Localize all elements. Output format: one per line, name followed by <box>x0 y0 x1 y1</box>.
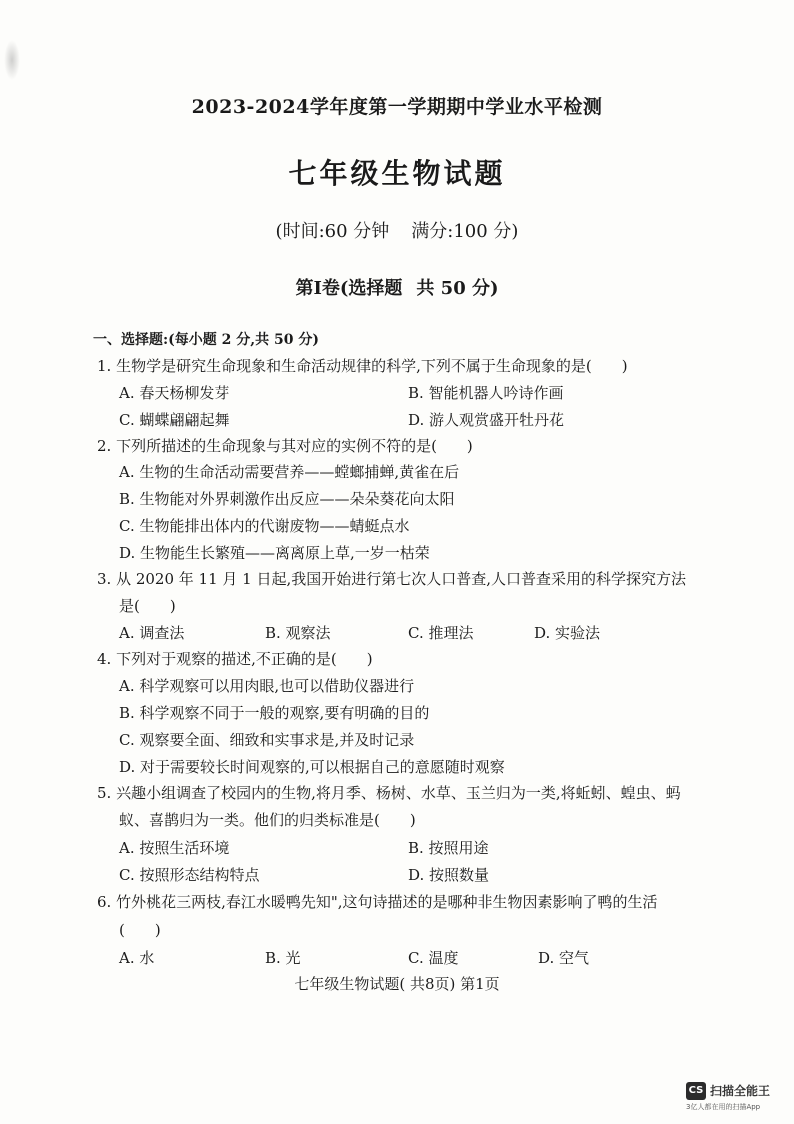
subject-title: 七年级生物试题 <box>288 157 506 190</box>
question-2-option-d: D. 生物能生长繁殖——离离原上草,一岁一枯荣 <box>119 544 430 562</box>
scan-smudge <box>4 40 20 80</box>
time-label: (时间:60 分钟 <box>275 221 390 242</box>
part-total: 共 50 分) <box>416 278 499 299</box>
question-6-stem-continued: ( ) <box>119 921 161 939</box>
question-1-option-a: A. 春天杨柳发芽 <box>119 384 230 402</box>
question-3-option-c: C. 推理法 <box>408 624 474 642</box>
question-5-option-a: A. 按照生活环境 <box>119 839 230 857</box>
question-4-option-d: D. 对于需要较长时间观察的,可以根据自己的意愿随时观察 <box>119 758 505 776</box>
question-4-option-c: C. 观察要全面、细致和实事求是,并及时记录 <box>119 731 415 749</box>
question-1-option-d: D. 游人观赏盛开牡丹花 <box>408 411 565 429</box>
section-header: 一、选择题:(每小题 2 分,共 50 分) <box>93 332 320 348</box>
question-6-stem: 6. 竹外桃花三两枝,春江水暖鸭先知",这句诗描述的是哪种非生物因素影响了鸭的生活 <box>97 893 658 911</box>
scanner-tagline: 3亿人都在用的扫描App <box>686 1103 761 1111</box>
question-1-option-b: B. 智能机器人吟诗作画 <box>408 384 564 402</box>
question-1-stem: 1. 生物学是研究生命现象和生命活动规律的科学,下列不属于生命现象的是( ) <box>97 357 628 375</box>
part-title <box>0 274 794 300</box>
question-6-option-c: C. 温度 <box>408 949 459 967</box>
question-2-option-a: A. 生物的生命活动需要营养——螳螂捕蝉,黄雀在后 <box>119 463 460 481</box>
question-3-option-a: A. 调查法 <box>119 624 185 642</box>
question-4-option-b: B. 科学观察不同于一般的观察,要有明确的目的 <box>119 704 430 722</box>
camscanner-logo-icon: CS <box>686 1082 706 1100</box>
question-3-option-d: D. 实验法 <box>534 624 601 642</box>
time-info <box>0 217 794 243</box>
question-5-option-b: B. 按照用途 <box>408 839 489 857</box>
question-6-option-a: A. 水 <box>119 949 155 967</box>
question-3-option-b: B. 观察法 <box>265 624 331 642</box>
exam-title: 2023-2024学年度第一学期期中学业水平检测 <box>191 96 603 118</box>
question-2-option-c: C. 生物能排出体内的代谢废物——蜻蜓点水 <box>119 517 410 535</box>
question-3-stem: 3. 从 2020 年 11 月 1 日起,我国开始进行第七次人口普查,人口普查采用的科学探究方法 <box>97 570 687 588</box>
question-2-option-b: B. 生物能对外界刺激作出反应——朵朵葵花向太阳 <box>119 490 455 508</box>
question-1-option-c: C. 蝴蝶翩翩起舞 <box>119 411 230 429</box>
part-label: 第Ⅰ卷(选择题 <box>295 278 403 299</box>
question-6-option-d: D. 空气 <box>538 949 590 967</box>
question-2-stem: 2. 下列所描述的生命现象与其对应的实例不符的是( ) <box>97 437 473 455</box>
question-5-option-d: D. 按照数量 <box>408 866 490 884</box>
question-4-stem: 4. 下列对于观察的描述,不正确的是( ) <box>97 650 373 668</box>
question-6-option-b: B. 光 <box>265 949 301 967</box>
question-5-stem: 5. 兴趣小组调查了校园内的生物,将月季、杨树、水草、玉兰归为一类,将蚯蚓、蝗虫、蚂 <box>97 784 681 802</box>
page-footer: 七年级生物试题( 共8页) 第1页 <box>294 975 500 993</box>
question-5-stem-continued: 蚁、喜鹊归为一类。他们的归类标准是( ) <box>119 811 416 829</box>
scanner-watermark <box>686 1082 790 1116</box>
question-3-stem-continued: 是( ) <box>119 597 176 615</box>
score-label: 满分:100 分) <box>411 221 519 242</box>
question-5-option-c: C. 按照形态结构特点 <box>119 866 260 884</box>
scanner-brand-name: 扫描全能王 <box>710 1084 771 1098</box>
question-4-option-a: A. 科学观察可以用肉眼,也可以借助仪器进行 <box>119 677 415 695</box>
